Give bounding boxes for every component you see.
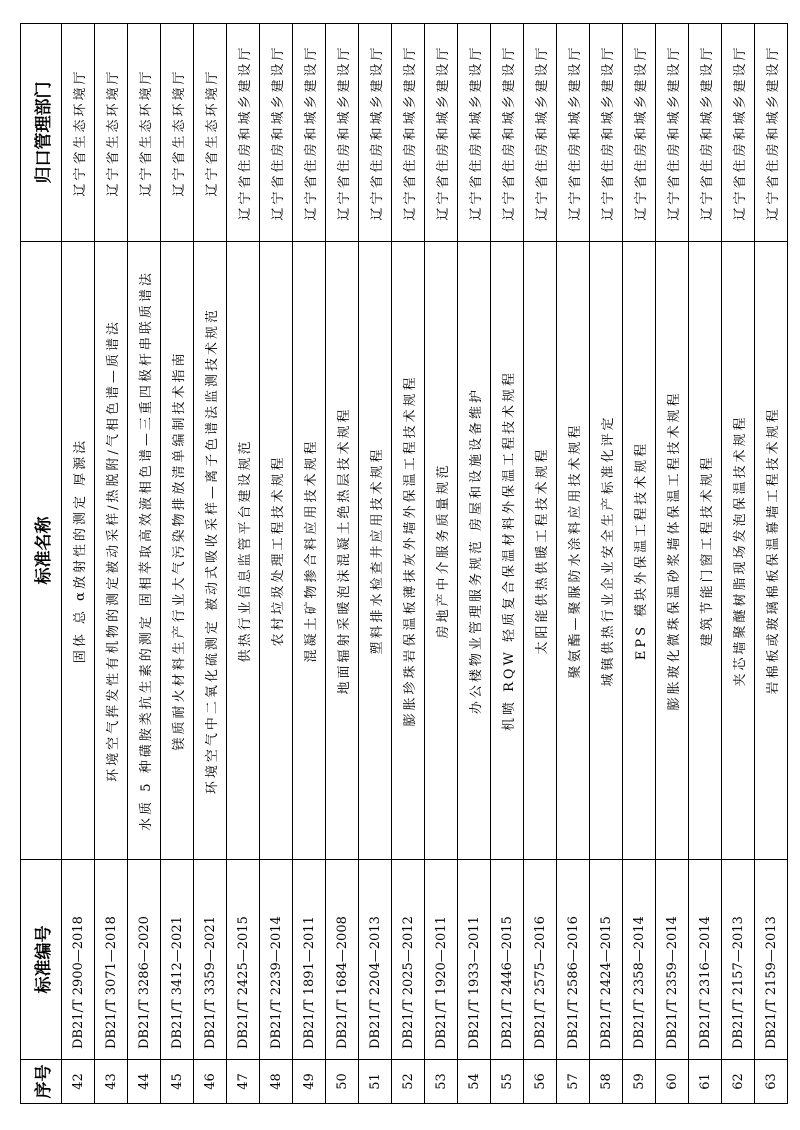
cell-standard-name: 地面辐射采暖泡沫混凝土绝热层技术规程 xyxy=(326,242,359,860)
cell-standard-name: 聚氨酯—聚脲防水涂料应用技术规程 xyxy=(557,242,590,860)
table-row xyxy=(590,24,623,1104)
cell-department: 辽宁省住房和城乡建设厅 xyxy=(425,24,458,242)
cell-standard-name: 农村垃圾处理工程技术规程 xyxy=(260,242,293,860)
cell-standard-name: 太阳能供热供暖工程技术规程 xyxy=(524,242,557,860)
cell-standard-code: DB21/T 2425—2015 xyxy=(227,860,260,1060)
cell-serial-number: 49 xyxy=(293,1060,326,1104)
cell-department: 辽宁省住房和城乡建设厅 xyxy=(689,24,722,242)
cell-standard-name: 膨胀珍珠岩保温板薄抹灰外墙外保温工程技术规程 xyxy=(392,242,425,860)
cell-standard-name: 办公楼物业管理服务规范 房屋和设施设备维护 xyxy=(458,242,491,860)
cell-standard-code: DB21/T 1891—2011 xyxy=(293,860,326,1060)
cell-serial-number: 47 xyxy=(227,1060,260,1104)
cell-department: 辽宁省住房和城乡建设厅 xyxy=(524,24,557,242)
cell-serial-number: 56 xyxy=(524,1060,557,1104)
header-department: 归口管理部门 xyxy=(21,24,62,242)
cell-standard-name: 岩棉板或玻璃棉板保温幕墙工程技术规程 xyxy=(755,242,788,860)
cell-standard-code: DB21/T 2359—2014 xyxy=(656,860,689,1060)
cell-standard-name: 环境空气中二氧化硫测定 被动式吸收采样—离子色谱法监测技术规范 xyxy=(194,242,227,860)
table-row xyxy=(755,24,788,1104)
cell-standard-name: EPS 模块外保温工程技术规程 xyxy=(623,242,656,860)
cell-standard-name: 混凝土矿物掺合料应用技术规程 xyxy=(293,242,326,860)
standards-table xyxy=(20,23,788,1104)
table-row xyxy=(62,24,95,1104)
cell-department: 辽宁省生态环境厅 xyxy=(62,24,95,242)
rotated-page xyxy=(20,24,780,1104)
header-standard-code: 标准编号 xyxy=(21,860,62,1060)
cell-department: 辽宁省生态环境厅 xyxy=(128,24,161,242)
cell-standard-code: DB21/T 2575—2016 xyxy=(524,860,557,1060)
cell-department: 辽宁省住房和城乡建设厅 xyxy=(260,24,293,242)
cell-department: 辽宁省生态环境厅 xyxy=(161,24,194,242)
table-row xyxy=(227,24,260,1104)
cell-serial-number: 62 xyxy=(722,1060,755,1104)
table-row xyxy=(524,24,557,1104)
table-body xyxy=(62,24,788,1104)
cell-department: 辽宁省住房和城乡建设厅 xyxy=(458,24,491,242)
cell-serial-number: 60 xyxy=(656,1060,689,1104)
cell-standard-code: DB21/T 2446—2015 xyxy=(491,860,524,1060)
cell-standard-code: DB21/T 2239—2014 xyxy=(260,860,293,1060)
cell-serial-number: 51 xyxy=(359,1060,392,1104)
cell-standard-code: DB21/T 2204—2013 xyxy=(359,860,392,1060)
cell-standard-name: 机喷 RQW 轻质复合保温材料外保温工程技术规程 xyxy=(491,242,524,860)
cell-standard-name: 塑料排水检查井应用技术规程 xyxy=(359,242,392,860)
cell-standard-name: 供热行业信息监管平台建设规范 xyxy=(227,242,260,860)
cell-standard-code: DB21/T 2157—2013 xyxy=(722,860,755,1060)
table-row xyxy=(95,24,128,1104)
cell-standard-name: 水质 5 种磺胺类抗生素的测定 固相萃取高效液相色谱—三重四极杆串联质谱法 xyxy=(128,242,161,860)
cell-department: 辽宁省住房和城乡建设厅 xyxy=(656,24,689,242)
cell-serial-number: 46 xyxy=(194,1060,227,1104)
cell-standard-code: DB21/T 2159—2013 xyxy=(755,860,788,1060)
cell-serial-number: 58 xyxy=(590,1060,623,1104)
cell-department: 辽宁省生态环境厅 xyxy=(95,24,128,242)
cell-serial-number: 48 xyxy=(260,1060,293,1104)
cell-standard-code: DB21/T 2358—2014 xyxy=(623,860,656,1060)
cell-standard-name: 膨胀玻化微珠保温砂浆墙体保温工程技术规程 xyxy=(656,242,689,860)
cell-standard-code: DB21/T 2316—2014 xyxy=(689,860,722,1060)
cell-standard-name: 建筑节能门窗工程技术规程 xyxy=(689,242,722,860)
cell-department: 辽宁省住房和城乡建设厅 xyxy=(590,24,623,242)
cell-department: 辽宁省住房和城乡建设厅 xyxy=(491,24,524,242)
cell-standard-name: 城镇供热行业企业安全生产标准化评定 xyxy=(590,242,623,860)
cell-serial-number: 63 xyxy=(755,1060,788,1104)
table-row xyxy=(557,24,590,1104)
cell-serial-number: 43 xyxy=(95,1060,128,1104)
cell-department: 辽宁省生态环境厅 xyxy=(194,24,227,242)
cell-department: 辽宁省住房和城乡建设厅 xyxy=(293,24,326,242)
cell-department: 辽宁省住房和城乡建设厅 xyxy=(227,24,260,242)
table-row xyxy=(392,24,425,1104)
cell-serial-number: 50 xyxy=(326,1060,359,1104)
table-row xyxy=(260,24,293,1104)
cell-department: 辽宁省住房和城乡建设厅 xyxy=(623,24,656,242)
header-serial-number: 序号 xyxy=(21,1060,62,1104)
cell-standard-code: DB21/T 3412—2021 xyxy=(161,860,194,1060)
cell-standard-name: 房地产中介服务质量规范 xyxy=(425,242,458,860)
cell-standard-code: DB21/T 2900—2018 xyxy=(62,860,95,1060)
table-row xyxy=(359,24,392,1104)
cell-serial-number: 44 xyxy=(128,1060,161,1104)
cell-standard-code: DB21/T 3286—2020 xyxy=(128,860,161,1060)
cell-department: 辽宁省住房和城乡建设厅 xyxy=(755,24,788,242)
table-row xyxy=(491,24,524,1104)
cell-department: 辽宁省住房和城乡建设厅 xyxy=(722,24,755,242)
cell-standard-code: DB21/T 1684—2008 xyxy=(326,860,359,1060)
cell-standard-name: 环境空气挥发性有机物的测定被动采样/热脱附/气相色谱—质谱法 xyxy=(95,242,128,860)
cell-serial-number: 57 xyxy=(557,1060,590,1104)
cell-serial-number: 52 xyxy=(392,1060,425,1104)
cell-standard-code: DB21/T 3071—2018 xyxy=(95,860,128,1060)
table-row xyxy=(623,24,656,1104)
cell-department: 辽宁省住房和城乡建设厅 xyxy=(392,24,425,242)
table-row xyxy=(326,24,359,1104)
cell-standard-code: DB21/T 3359—2021 xyxy=(194,860,227,1060)
table-row xyxy=(722,24,755,1104)
cell-standard-code: DB21/T 2586—2016 xyxy=(557,860,590,1060)
cell-standard-name: 夹芯墙聚醚树脂现场发泡保温技术规程 xyxy=(722,242,755,860)
cell-serial-number: 59 xyxy=(623,1060,656,1104)
cell-serial-number: 54 xyxy=(458,1060,491,1104)
table-row xyxy=(293,24,326,1104)
table-header xyxy=(21,24,62,1104)
cell-serial-number: 45 xyxy=(161,1060,194,1104)
cell-standard-name: 镁质耐火材料生产行业大气污染物排放清单编制技术指南 xyxy=(161,242,194,860)
table-row xyxy=(689,24,722,1104)
cell-serial-number: 53 xyxy=(425,1060,458,1104)
cell-serial-number: 42 xyxy=(62,1060,95,1104)
cell-serial-number: 61 xyxy=(689,1060,722,1104)
cell-standard-code: DB21/T 1920—2011 xyxy=(425,860,458,1060)
table-row xyxy=(194,24,227,1104)
table-row xyxy=(458,24,491,1104)
cell-standard-code: DB21/T 2025—2012 xyxy=(392,860,425,1060)
cell-department: 辽宁省住房和城乡建设厅 xyxy=(326,24,359,242)
cell-department: 辽宁省住房和城乡建设厅 xyxy=(557,24,590,242)
cell-serial-number: 55 xyxy=(491,1060,524,1104)
table-row xyxy=(128,24,161,1104)
table-row xyxy=(161,24,194,1104)
cell-department: 辽宁省住房和城乡建设厅 xyxy=(359,24,392,242)
table-row xyxy=(425,24,458,1104)
cell-standard-code: DB21/T 2424—2015 xyxy=(590,860,623,1060)
cell-standard-name: 固体 总 α放射性的测定 厚源法 xyxy=(62,242,95,860)
header-standard-name: 标准名称 xyxy=(21,242,62,860)
cell-standard-code: DB21/T 1933—2011 xyxy=(458,860,491,1060)
table-row xyxy=(656,24,689,1104)
header-row xyxy=(21,24,62,1104)
